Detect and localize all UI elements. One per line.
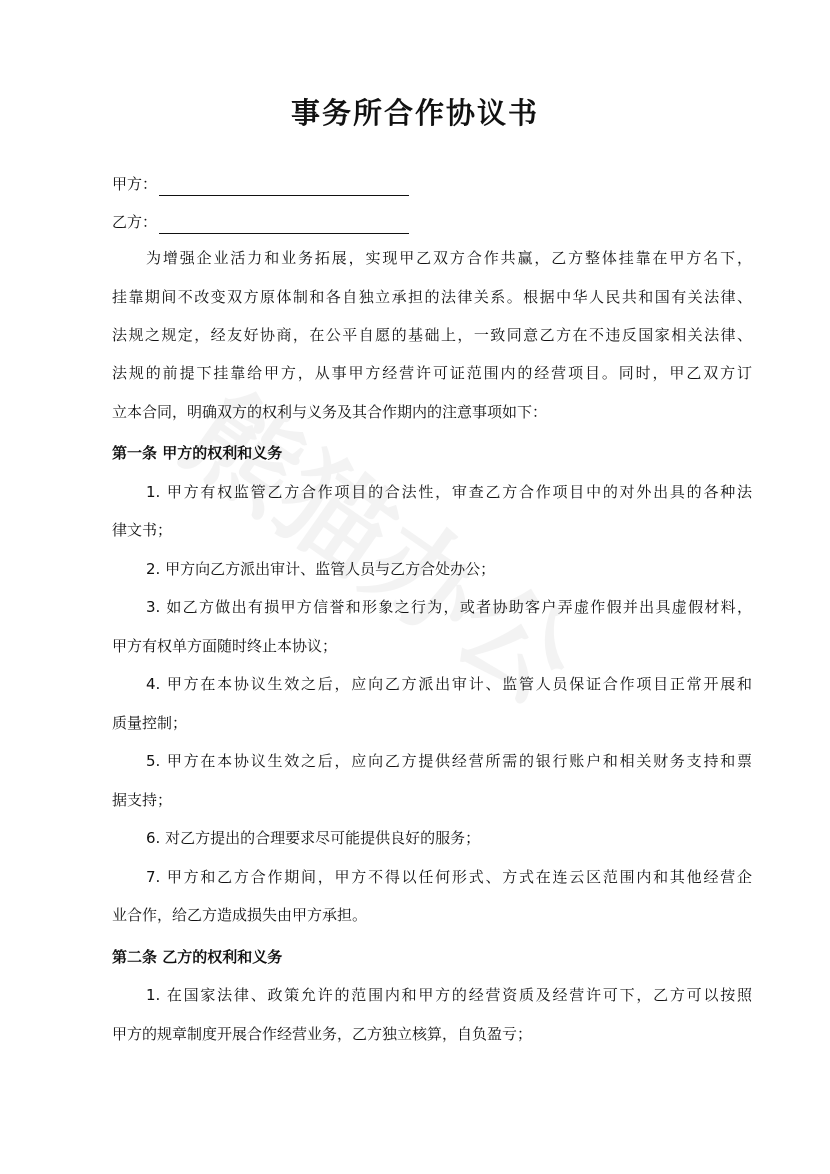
intro-line: 立本合同，明确双方的权利与义务及其合作期内的注意事项如下： [112, 403, 548, 421]
article-1-line: 甲方有权单方面随时终止本协议； [112, 637, 338, 655]
document-title: 事务所合作协议书 [290, 96, 539, 130]
party-a-row [112, 172, 409, 196]
article-2-heading: 第二条 乙方的权利和义务 [112, 948, 283, 966]
article-1-line: 3. 如乙方做出有损甲方信誉和形象之行为，或者协助客户弄虚作假并出具虚假材料， [146, 598, 752, 616]
party-b-label: 乙方： [112, 213, 158, 231]
party-b-row [112, 210, 409, 234]
article-2-line: 1. 在国家法律、政策允许的范围内和甲方的经营资质及经营许可下，乙方可以按照 [146, 986, 752, 1004]
article-1-line: 2. 甲方向乙方派出审计、监管人员与乙方合处办公； [146, 560, 496, 578]
party-a-blank[interactable] [159, 179, 409, 196]
intro-line: 挂靠期间不改变双方原体制和各自独立承担的法律关系。根据中华人民共和国有关法律、 [112, 288, 752, 306]
article-1-line: 1. 甲方有权监管乙方合作项目的合法性，审查乙方合作项目中的对外出具的各种法 [146, 483, 752, 501]
intro-line: 法规的前提下挂靠给甲方，从事甲方经营许可证范围内的经营项目。同时，甲乙双方订 [112, 364, 752, 382]
article-1-line: 4. 甲方在本协议生效之后，应向乙方派出审计、监管人员保证合作项目正常开展和 [146, 675, 752, 693]
article-2-line: 甲方的规章制度开展合作经营业务，乙方独立核算，自负盈亏； [112, 1025, 533, 1043]
party-a-label: 甲方： [112, 175, 158, 193]
article-1-line: 质量控制； [112, 714, 188, 732]
intro-line: 法规之规定，经友好协商，在公平自愿的基础上，一致同意乙方在不违反国家相关法律、 [112, 326, 752, 344]
article-1-line: 业合作，给乙方造成损失由甲方承担。 [112, 906, 368, 924]
intro-line: 为增强企业活力和业务拓展，实现甲乙双方合作共赢，乙方整体挂靠在甲方名下， [146, 249, 752, 267]
article-1-line: 6. 对乙方提出的合理要求尽可能提供良好的服务； [146, 829, 481, 847]
party-b-blank[interactable] [159, 217, 409, 234]
article-1-line: 7. 甲方和乙方合作期间，甲方不得以任何形式、方式在连云区范围内和其他经营企 [146, 868, 752, 886]
article-1-heading: 第一条 甲方的权利和义务 [112, 444, 283, 462]
article-1-line: 律文书； [112, 521, 173, 539]
article-1-line: 5. 甲方在本协议生效之后，应向乙方提供经营所需的银行账户和相关财务支持和票 [146, 752, 752, 770]
article-1-line: 据支持； [112, 791, 173, 809]
